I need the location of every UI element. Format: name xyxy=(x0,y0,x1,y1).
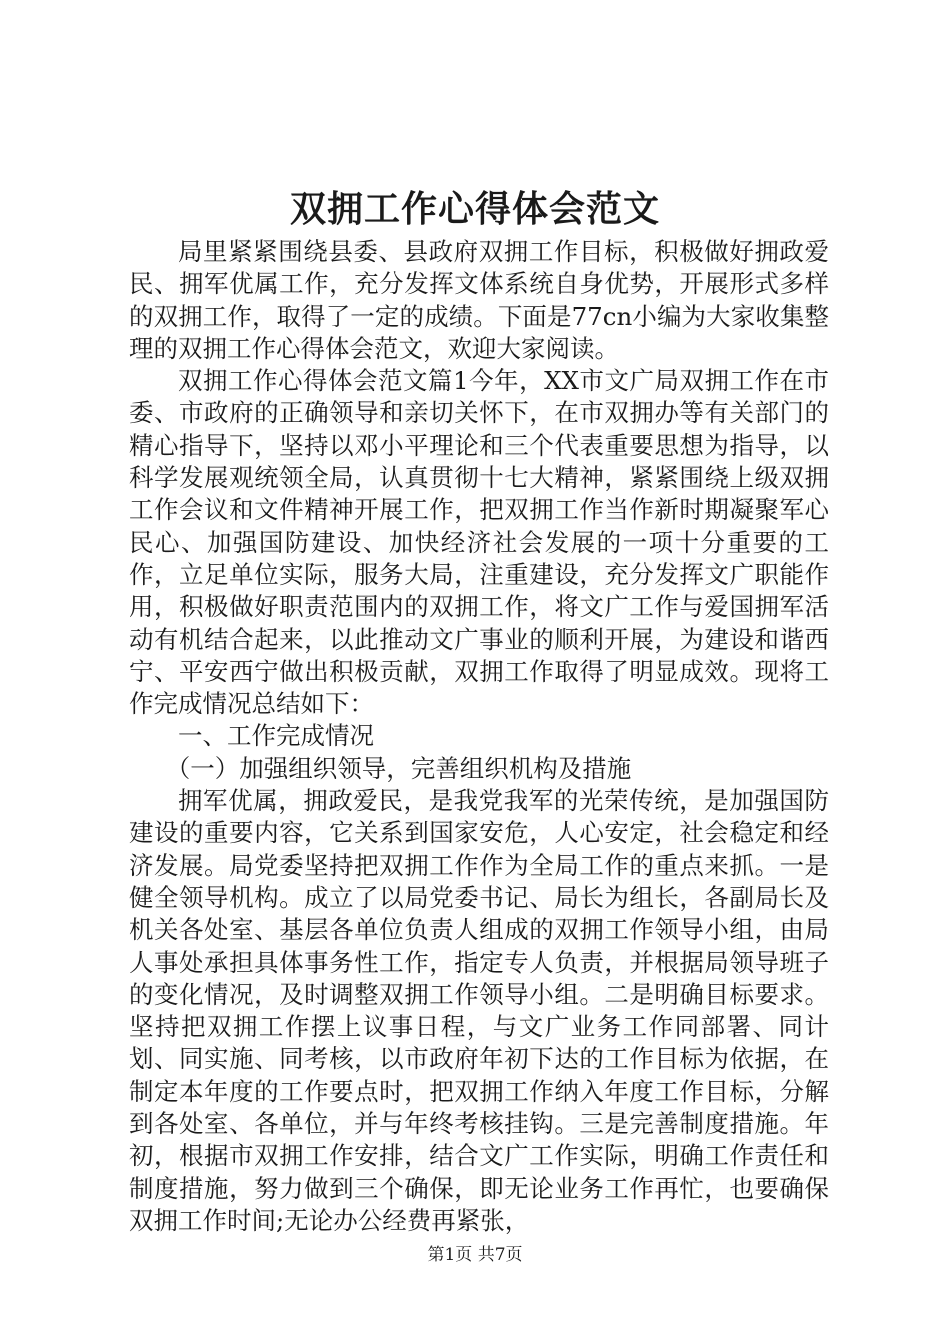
second-section-paragraph: 拥军优属，拥政爱民，是我党我军的光荣传统，是加强国防建设的重要内容，它关系到国家安危，人心安定，社会稳定和经济发展。局党委坚持把双拥工作作为全局工作的重点来抓。一是健全领导机构。成立了以局党委书记、局长为组长，各副局长及机关各处室、基层各单位负责人组成的双拥工作领导小组，由局人事处承担具体事务性工作，指定专人负责，并根据局领导班子的变化情况，及时调整双拥工作领导小组。二是明确目标要求。坚持把双拥工作摆上议事日程，与文广业务工作同部署、同计划、同实施、同考核，以市政府年初下达的工作目标为依据，在制定本年度的工作要点时，把双拥工作纳入年度工作目标，分解到各处室、各单位，并与年终考核挂钩。三是完善制度措施。年初，根据市双拥工作安排，结合文广工作实际，明确工作责任和制度措施，努力做到三个确保，即无论业务工作再忙，也要确保双拥工作时间;无论办公经费再紧张， xyxy=(129,786,829,1235)
document-title: 双拥工作心得体会范文 xyxy=(289,188,660,230)
first-section-paragraph: 双拥工作心得体会范文篇1今年，XX市文广局双拥工作在市委、市政府的正确领导和亲切关怀下，在市双拥办等有关部门的精心指导下，坚持以邓小平理论和三个代表重要思想为指导，以科学发展观统领全局，认真贯彻十七大精神，紧紧围绕上级双拥工作会议和文件精神开展工作，把双拥工作当作新时期凝聚军心民心、加强国防建设、加快经济社会发展的一项十分重要的工作，立足单位实际，服务大局，注重建设，充分发挥文广职能作用，积极做好职责范围内的双拥工作，将文广工作与爱国拥军活动有机结合起来，以此推动文广事业的顺利开展，为建设和谐西宁、平安西宁做出积极贡献，双拥工作取得了明显成效。现将工作完成情况总结如下： xyxy=(129,366,829,719)
section-heading: 一、工作完成情况 xyxy=(178,721,374,751)
page-number-footer: 第1页 共7页 xyxy=(427,1245,523,1265)
intro-paragraph: 局里紧紧围绕县委、县政府双拥工作目标，积极做好拥政爱民、拥军优属工作，充分发挥文体系统自身优势，开展形式多样的双拥工作，取得了一定的成绩。下面是77cn小编为大家收集整理的双拥工作心得体会范文，欢迎大家阅读。 xyxy=(129,237,829,363)
subsection-heading: （一）加强组织领导，完善组织机构及措施 xyxy=(165,753,632,783)
document-body xyxy=(129,236,829,1237)
